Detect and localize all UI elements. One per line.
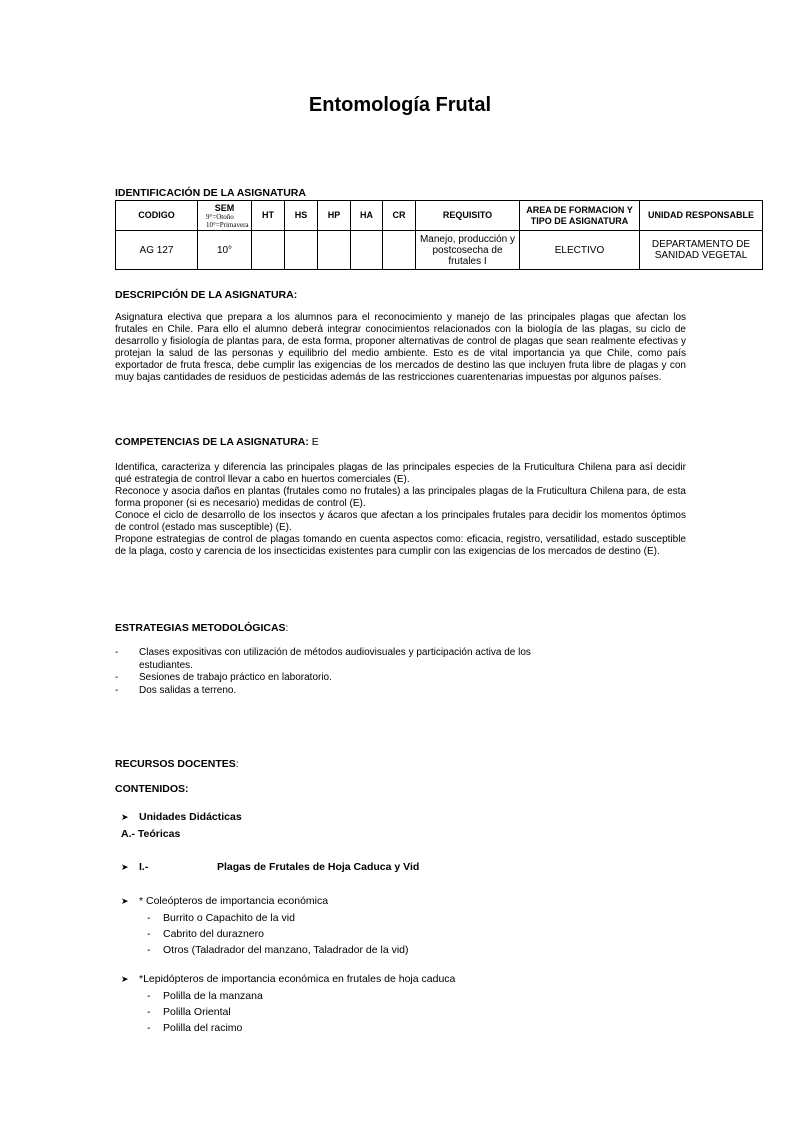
header-hp: HP	[318, 201, 351, 231]
header-ht: HT	[252, 201, 285, 231]
identificacion-table	[115, 200, 763, 270]
unit-line	[121, 861, 148, 873]
header-hs: HS	[285, 201, 318, 231]
estrategias-heading	[115, 622, 288, 634]
header-sem	[198, 201, 252, 231]
identificacion-heading: IDENTIFICACIÓN DE LA ASIGNATURA	[115, 187, 306, 199]
list-item: - Burrito o Capachito de la vid	[147, 910, 409, 926]
competencias-heading-suffix: E	[311, 436, 319, 448]
estrategias-heading-suffix: :	[285, 622, 289, 634]
descripcion-paragraph: Asignatura electiva que prepara a los alumnos para el reconocimiento y manejo de las principales plagas que afectan los frutales en Chile. Para ello el alumno deberá integrar conocimientos relacionados con la biología de las plagas, su ciclo de desarrollo y fisiología de plantas para, de esta forma, proponer alternativas de control de plagas que sean realmente efectivas y protejan la salud de las personas y equilibrio del medio ambiente. Esto es de vital importancia ya que Chile, como país exportador de fruta fresca, debe cumplir las exigencias de los mercados de destino las que incluyen fruta libre de plagas y con muy bajas cantidades de residuos de pesticidas además de las restricciones cuarentenarias impuestas por algunos países.	[115, 312, 686, 383]
recursos-heading-suffix: :	[235, 758, 239, 770]
teoricas-heading: A.- Teóricas	[121, 828, 181, 840]
competencia-item: Reconoce y asocia daños en plantas (frutales como no frutales) a las principales plagas de la Fruticultura Chilena para, de esta forma proponer (si es necesario) medidas de control (E).	[115, 486, 686, 509]
list-item: - Polilla del racimo	[147, 1020, 263, 1036]
estrategias-list	[115, 647, 555, 697]
cell-ha	[351, 231, 383, 270]
list-item: - Polilla Oriental	[147, 1004, 263, 1020]
recursos-heading-label: RECURSOS DOCENTES	[115, 758, 236, 770]
header-requisito: REQUISITO	[416, 201, 520, 231]
estrategia-item: - Sesiones de trabajo práctico en laboratorio.	[115, 672, 555, 685]
lepidopteros-title: *Lepidópteros de importancia económica en frutales de hoja caduca	[139, 973, 456, 985]
arrow-bullet-icon: ➤	[121, 862, 129, 872]
contenidos-heading: CONTENIDOS:	[115, 783, 189, 795]
cell-unidad: DEPARTAMENTO DE SANIDAD VEGETAL	[640, 231, 763, 270]
arrow-bullet-icon: ➤	[121, 812, 129, 822]
cell-requisito: Manejo, producción y postcosecha de frutales I	[416, 231, 520, 270]
competencias-text	[115, 462, 686, 558]
unit-title: Plagas de Frutales de Hoja Caduca y Vid	[217, 861, 420, 873]
arrow-bullet-icon: ➤	[121, 974, 129, 984]
cell-hp	[318, 231, 351, 270]
estrategia-item: - Dos salidas a terreno.	[115, 685, 555, 698]
list-item: - Otros (Taladrador del manzano, Taladrador de la vid)	[147, 942, 409, 958]
header-cr: CR	[383, 201, 416, 231]
table-row	[116, 231, 763, 270]
table-header-row	[116, 201, 763, 231]
cell-codigo: AG 127	[116, 231, 198, 270]
cell-sem: 10°	[198, 231, 252, 270]
header-unidad: UNIDAD RESPONSABLE	[640, 201, 763, 231]
coleopteros-title: * Coleópteros de importancia económica	[139, 895, 329, 907]
header-ha: HA	[351, 201, 383, 231]
competencia-item: Propone estrategias de control de plagas tomando en cuenta aspectos como: eficacia, registro, versatilidad, estado susceptible de la plaga, costo y carencia de los insecticidas existentes para cumplir con las exigencias de los mercados de destino (E).	[115, 534, 686, 557]
list-item: - Cabrito del duraznero	[147, 926, 409, 942]
unidades-line	[121, 811, 242, 823]
competencia-item: Conoce el ciclo de desarrollo de los insectos y ácaros que afectan a los principales frutales para decidir los momentos óptimos de control (estado mas susceptible) (E).	[115, 510, 686, 533]
header-sem-otono: 9°=Otoño	[206, 212, 234, 221]
lepidopteros-list	[147, 988, 263, 1036]
competencia-item: Identifica, caracteriza y diferencia las principales plagas de las principales especies de la Fruticultura Chilena para así decidir qué estrategia de control llevar a cabo en huertos comerciales (E).	[115, 462, 686, 485]
cell-ht	[252, 231, 285, 270]
unidades-label: Unidades Didácticas	[139, 811, 242, 823]
descripcion-heading: DESCRIPCIÓN DE LA ASIGNATURA:	[115, 289, 298, 301]
header-codigo: CODIGO	[116, 201, 198, 231]
recursos-heading	[115, 758, 239, 770]
estrategias-heading-label: ESTRATEGIAS METODOLÓGICAS	[115, 622, 286, 634]
document-title: Entomología Frutal	[308, 94, 492, 116]
cell-cr	[383, 231, 416, 270]
arrow-bullet-icon: ➤	[121, 896, 129, 906]
descripcion-text	[115, 312, 686, 384]
cell-area: ELECTIVO	[520, 231, 640, 270]
header-area: AREA DE FORMACION Y TIPO DE ASIGNATURA	[520, 201, 640, 231]
unit-number: I.-	[139, 861, 149, 873]
coleopteros-list	[147, 910, 409, 958]
list-item: - Polilla de la manzana	[147, 988, 263, 1004]
cell-hs	[285, 231, 318, 270]
lepidopteros-line	[121, 973, 455, 985]
coleopteros-line	[121, 895, 328, 907]
competencias-heading-label: COMPETENCIAS DE LA ASIGNATURA:	[115, 436, 309, 448]
competencias-heading	[115, 436, 319, 448]
header-sem-label: SEM	[214, 202, 235, 213]
estrategia-item: - Clases expositivas con utilización de métodos audiovisuales y participación activa de los estudiantes.	[115, 647, 555, 672]
header-sem-primavera: 10°=Primavera	[206, 220, 249, 229]
